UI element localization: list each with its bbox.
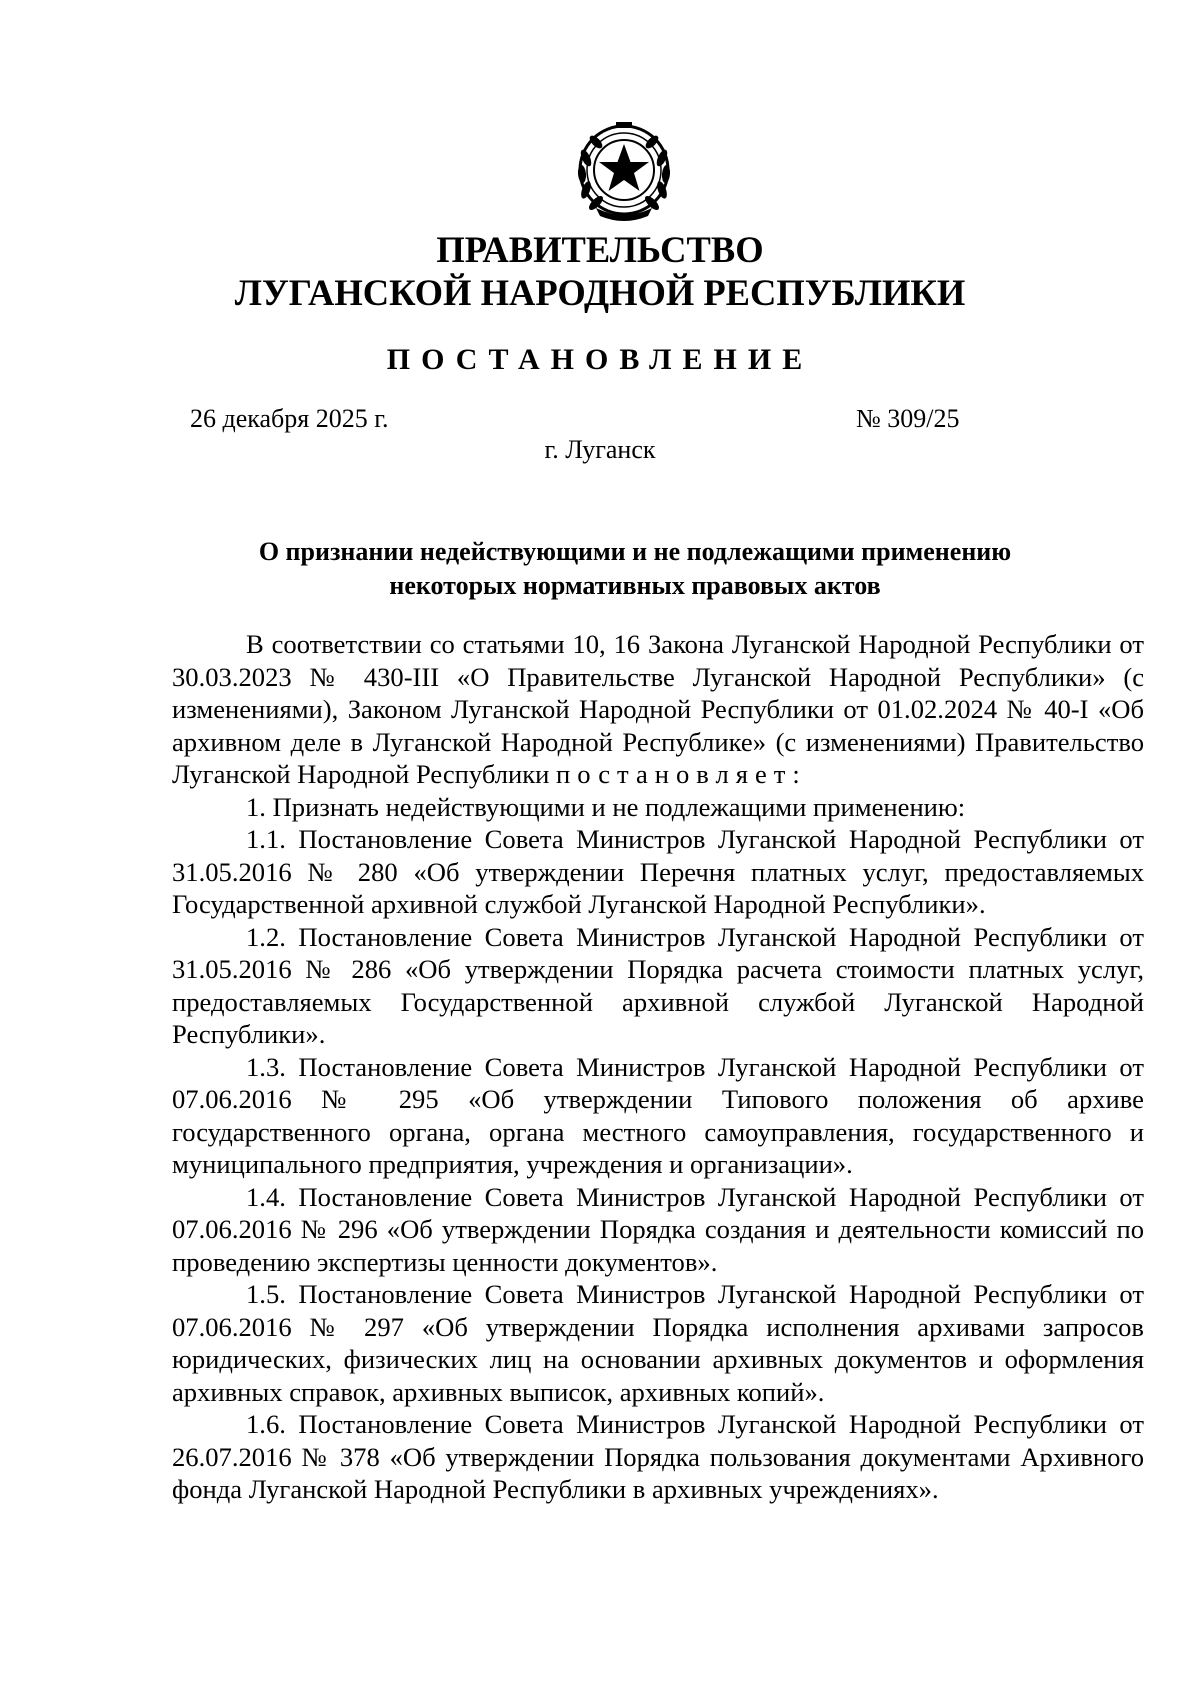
item-1-6: 1.6. Постановление Совета Министров Луганской Народной Республики от 26.07.2016 № 378 «Об утверждении Порядка пользования документами Архивного фонда Луганской Народной Республики в архивных учреждениях». [172,1409,1144,1504]
document-type: ПОСТАНОВЛЕНИЕ [386,343,814,376]
item-1-5: 1.5. Постановление Совета Министров Луганской Народной Республики от 07.06.2016 № 297 «Об утверждении Порядка исполнения архивами запросов юридических, физических лиц на основании архивных документов и оформления архивных справок, архивных выписок, архивных копий». [172,1279,1144,1407]
subject-line1: О признании недействующими и не подлежащими применению [258,537,1012,566]
item-1-4: 1.4. Постановление Совета Министров Луганской Народной Республики от 07.06.2016 № 296 «Об утверждении Порядка создания и деятельности комиссий по проведению экспертизы ценности документов». [172,1181,1144,1277]
document-date: 26 декабря 2025 г. [190,404,389,433]
government-title-line2: ЛУГАНСКОЙ НАРОДНОЙ РЕСПУБЛИКИ [234,272,966,313]
document-number: № 309/25 [856,404,960,433]
republic-emblem-icon [566,118,682,226]
preamble-text: В соответствии со статьями 10, 16 Закона Луганской Народной Республики от 30.03.2023 № 430-III «О Правительстве Луганской Народной Республики» (с изменениями), Законом Луганской Народной Республики от 01.02.2024 № 40-I «Об архивном деле в Луганской Народной Республике» (с изменениями) Правительство Луганской Народной Республики [172,629,1144,789]
government-title-line1: ПРАВИТЕЛЬСТВО [436,229,764,270]
item-1: 1. Признать недействующими и не подлежащими применению: [246,791,966,822]
document-subject [190,535,1080,603]
item-1-1: 1.1. Постановление Совета Министров Луганской Народной Республики от 31.05.2016 № 280 «Об утверждении Перечня платных услуг, предоставляемых Государственной архивной службой Луганской Народной Республики». [172,824,1144,919]
item-1-2: 1.2. Постановление Совета Министров Луганской Народной Республики от 31.05.2016 № 286 «Об утверждении Порядка расчета стоимости платных услуг, предоставляемых Государственной архивной службой Луганской Народной Республики». [172,921,1144,1049]
resolves-word: постановляет: [556,759,807,789]
document-city: г. Луганск [544,435,656,464]
item-1-3: 1.3. Постановление Совета Министров Луганской Народной Республики от 07.06.2016 № 295 «Об утверждении Типового положения об архиве государственного органа, органа местного самоуправления, государственного и муниципального предприятия, учреждения и организации». [172,1051,1144,1179]
subject-line2: некоторых нормативных правовых актов [389,571,881,600]
document-body [172,628,1144,1506]
preamble-paragraph [172,628,1144,791]
